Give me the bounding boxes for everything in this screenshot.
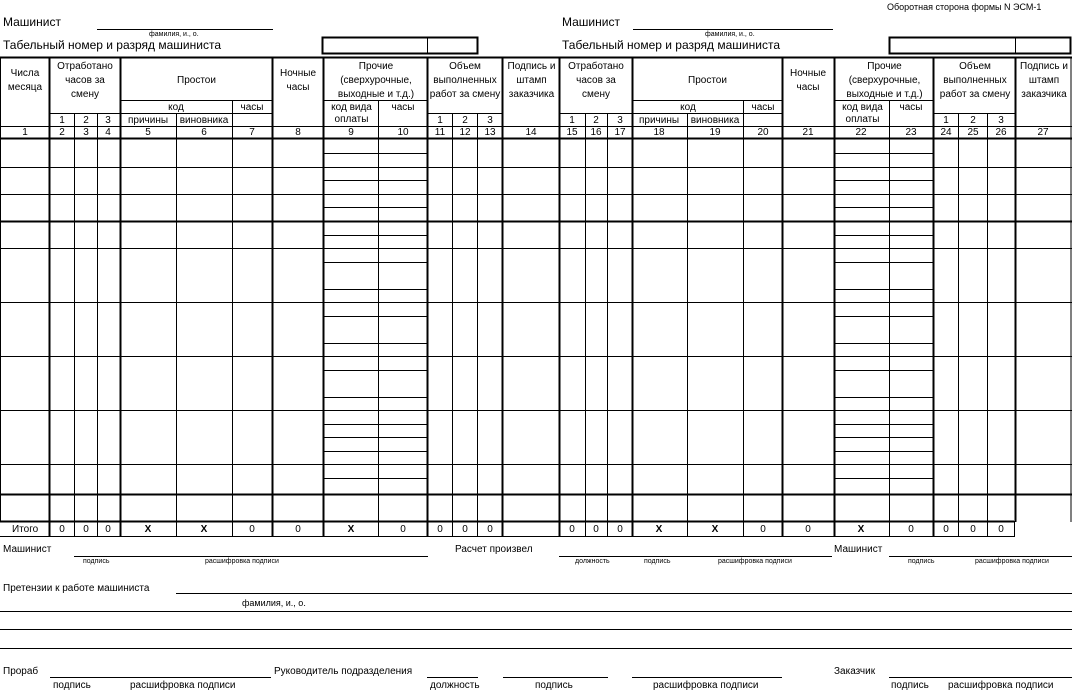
col-reasons-right: причины bbox=[638, 115, 680, 126]
total-l-3: 0 bbox=[83, 524, 89, 535]
footer-pos-hint: должность bbox=[575, 558, 610, 565]
total-r-18: Х bbox=[655, 524, 663, 535]
col-paycode-left: код вида оплаты bbox=[331, 102, 372, 125]
col-sign-left: Подпись и штамп заказчика bbox=[507, 61, 556, 100]
colnum-21: 21 bbox=[802, 127, 814, 138]
total-l-13: 0 bbox=[487, 524, 493, 535]
total-r-25: 0 bbox=[970, 524, 976, 535]
footer-sig-hint-3: подпись bbox=[908, 558, 935, 565]
total-r-21: 0 bbox=[805, 524, 811, 535]
colnum-1: 1 bbox=[22, 127, 28, 138]
tabnum-label-left: Табельный номер и разряд машиниста bbox=[3, 38, 221, 52]
footer-fio-hint: фамилия, и., о. bbox=[242, 598, 306, 608]
col-worked-right: Отработано часов за смену bbox=[568, 61, 624, 100]
col-downtime-right: Простои bbox=[688, 75, 727, 86]
col-hours-left-b: часы bbox=[391, 102, 415, 113]
colnum-25: 25 bbox=[967, 127, 979, 138]
col-volume-left: Объем выполненных работ за смену bbox=[429, 61, 501, 100]
footer-dec-4: расшифровка подписи bbox=[130, 680, 236, 691]
total-l-11: 0 bbox=[437, 524, 443, 535]
col-paycode-right: код вида оплаты bbox=[842, 102, 883, 125]
shift-2-right: 2 bbox=[593, 115, 599, 126]
colnum-12: 12 bbox=[459, 127, 471, 138]
col-downtime-left: Простои bbox=[177, 75, 216, 86]
footer-driver-left: Машинист bbox=[3, 544, 52, 555]
footer-customer: Заказчик bbox=[834, 666, 876, 677]
colnum-8: 8 bbox=[295, 127, 301, 138]
col-sign-right: Подпись и штамп заказчика bbox=[1020, 61, 1068, 100]
col-reasons-left: причины bbox=[127, 115, 169, 126]
footer-head: Руководитель подразделения bbox=[274, 666, 413, 677]
footer-claims: Претензии к работе машиниста bbox=[3, 583, 150, 594]
colnum-5: 5 bbox=[145, 127, 151, 138]
total-r-24: 0 bbox=[943, 524, 949, 535]
col-hours-right-b: часы bbox=[899, 102, 923, 113]
colnum-9: 9 bbox=[348, 127, 354, 138]
footer-sig-hint-2: подпись bbox=[644, 558, 671, 565]
col-night-right: Ночные часы bbox=[789, 68, 827, 93]
colnum-7: 7 bbox=[249, 127, 255, 138]
footer-sig-4: подпись bbox=[53, 680, 91, 691]
vol-shift-3-left: 3 bbox=[487, 115, 493, 126]
total-l-8: 0 bbox=[295, 524, 301, 535]
footer-sig-hint-1: подпись bbox=[83, 558, 110, 565]
total-l-12: 0 bbox=[462, 524, 468, 535]
footer-dec-5: расшифровка подписи bbox=[653, 680, 759, 691]
colnum-11: 11 bbox=[434, 127, 446, 138]
colnum-17: 17 bbox=[614, 127, 626, 138]
footer-pos-5: должность bbox=[430, 680, 480, 691]
col-code-left: код bbox=[168, 102, 184, 113]
col-night-left: Ночные часы bbox=[279, 68, 317, 93]
colnum-10: 10 bbox=[397, 127, 409, 138]
colnum-13: 13 bbox=[484, 127, 496, 138]
colnum-19: 19 bbox=[709, 127, 721, 138]
colnum-2: 2 bbox=[59, 127, 65, 138]
col-hours-right-a: часы bbox=[751, 102, 775, 113]
col-other-right: Прочие (сверхурочные, выходные и т.д.) bbox=[846, 61, 923, 100]
footer-dec-hint-1: расшифровка подписи bbox=[205, 558, 279, 565]
total-r-23: 0 bbox=[908, 524, 914, 535]
total-l-6: Х bbox=[200, 524, 208, 535]
total-r-20: 0 bbox=[760, 524, 766, 535]
form-caption: Оборотная сторона формы N ЭСМ-1 bbox=[887, 2, 1042, 12]
colnum-22: 22 bbox=[855, 127, 867, 138]
total-l-9: Х bbox=[347, 524, 355, 535]
shift-3-left: 3 bbox=[105, 115, 111, 126]
total-l-5: Х bbox=[144, 524, 152, 535]
footer-sig-5: подпись bbox=[535, 680, 573, 691]
colnum-3: 3 bbox=[83, 127, 89, 138]
col-volume-right: Объем выполненных работ за смену bbox=[939, 61, 1011, 100]
total-l-10: 0 bbox=[400, 524, 406, 535]
footer-calculated-by: Расчет произвел bbox=[455, 544, 533, 555]
total-r-26: 0 bbox=[998, 524, 1004, 535]
shift-2-left: 2 bbox=[83, 115, 89, 126]
colnum-27: 27 bbox=[1037, 127, 1049, 138]
colnum-4: 4 bbox=[105, 127, 111, 138]
total-r-15: 0 bbox=[569, 524, 575, 535]
driver-label-right: Машинист bbox=[562, 15, 620, 29]
total-l-7: 0 bbox=[249, 524, 255, 535]
driver-label-left: Машинист bbox=[3, 15, 61, 29]
colnum-6: 6 bbox=[201, 127, 207, 138]
footer-driver-right: Машинист bbox=[834, 544, 883, 555]
colnum-23: 23 bbox=[905, 127, 917, 138]
footer-dec-hint-3: расшифровка подписи bbox=[975, 558, 1049, 565]
col-other-left: Прочие (сверхурочные, выходные и т.д.) bbox=[337, 61, 415, 100]
colnum-16: 16 bbox=[590, 127, 602, 138]
total-r-22: Х bbox=[857, 524, 865, 535]
vol-shift-2-left: 2 bbox=[462, 115, 468, 126]
colnum-14: 14 bbox=[525, 127, 537, 138]
total-r-19: Х bbox=[711, 524, 719, 535]
shift-1-right: 1 bbox=[569, 115, 575, 126]
tabnum-label-right: Табельный номер и разряд машиниста bbox=[562, 38, 780, 52]
footer-foreman: Прораб bbox=[3, 666, 39, 677]
footer-dec-hint-2: расшифровка подписи bbox=[718, 558, 792, 565]
footer-sig-6: подпись bbox=[891, 680, 929, 691]
col-dates-left: Числа месяца bbox=[7, 68, 43, 93]
colnum-15: 15 bbox=[566, 127, 578, 138]
footer-dec-6: расшифровка подписи bbox=[948, 680, 1054, 691]
colnum-20: 20 bbox=[757, 127, 769, 138]
colnum-24: 24 bbox=[940, 127, 952, 138]
fio-hint-left: фамилия, и., о. bbox=[149, 31, 199, 38]
totals-label: Итого bbox=[12, 524, 39, 535]
col-worked-left: Отработано часов за смену bbox=[57, 61, 113, 100]
col-hours-left-a: часы bbox=[240, 102, 264, 113]
shift-1-left: 1 bbox=[59, 115, 65, 126]
vol-shift-2-right: 2 bbox=[970, 115, 976, 126]
vol-shift-1-left: 1 bbox=[437, 115, 443, 126]
col-culprit-right: виновника bbox=[690, 115, 740, 126]
col-code-right: код bbox=[680, 102, 696, 113]
col-culprit-left: виновника bbox=[179, 115, 229, 126]
vol-shift-1-right: 1 bbox=[943, 115, 949, 126]
total-l-4: 0 bbox=[105, 524, 111, 535]
total-r-16: 0 bbox=[593, 524, 599, 535]
colnum-26: 26 bbox=[995, 127, 1007, 138]
vol-shift-3-right: 3 bbox=[998, 115, 1004, 126]
total-l-2: 0 bbox=[59, 524, 65, 535]
total-r-17: 0 bbox=[617, 524, 623, 535]
colnum-18: 18 bbox=[653, 127, 665, 138]
shift-3-right: 3 bbox=[617, 115, 623, 126]
fio-hint-right: фамилия, и., о. bbox=[705, 31, 755, 38]
